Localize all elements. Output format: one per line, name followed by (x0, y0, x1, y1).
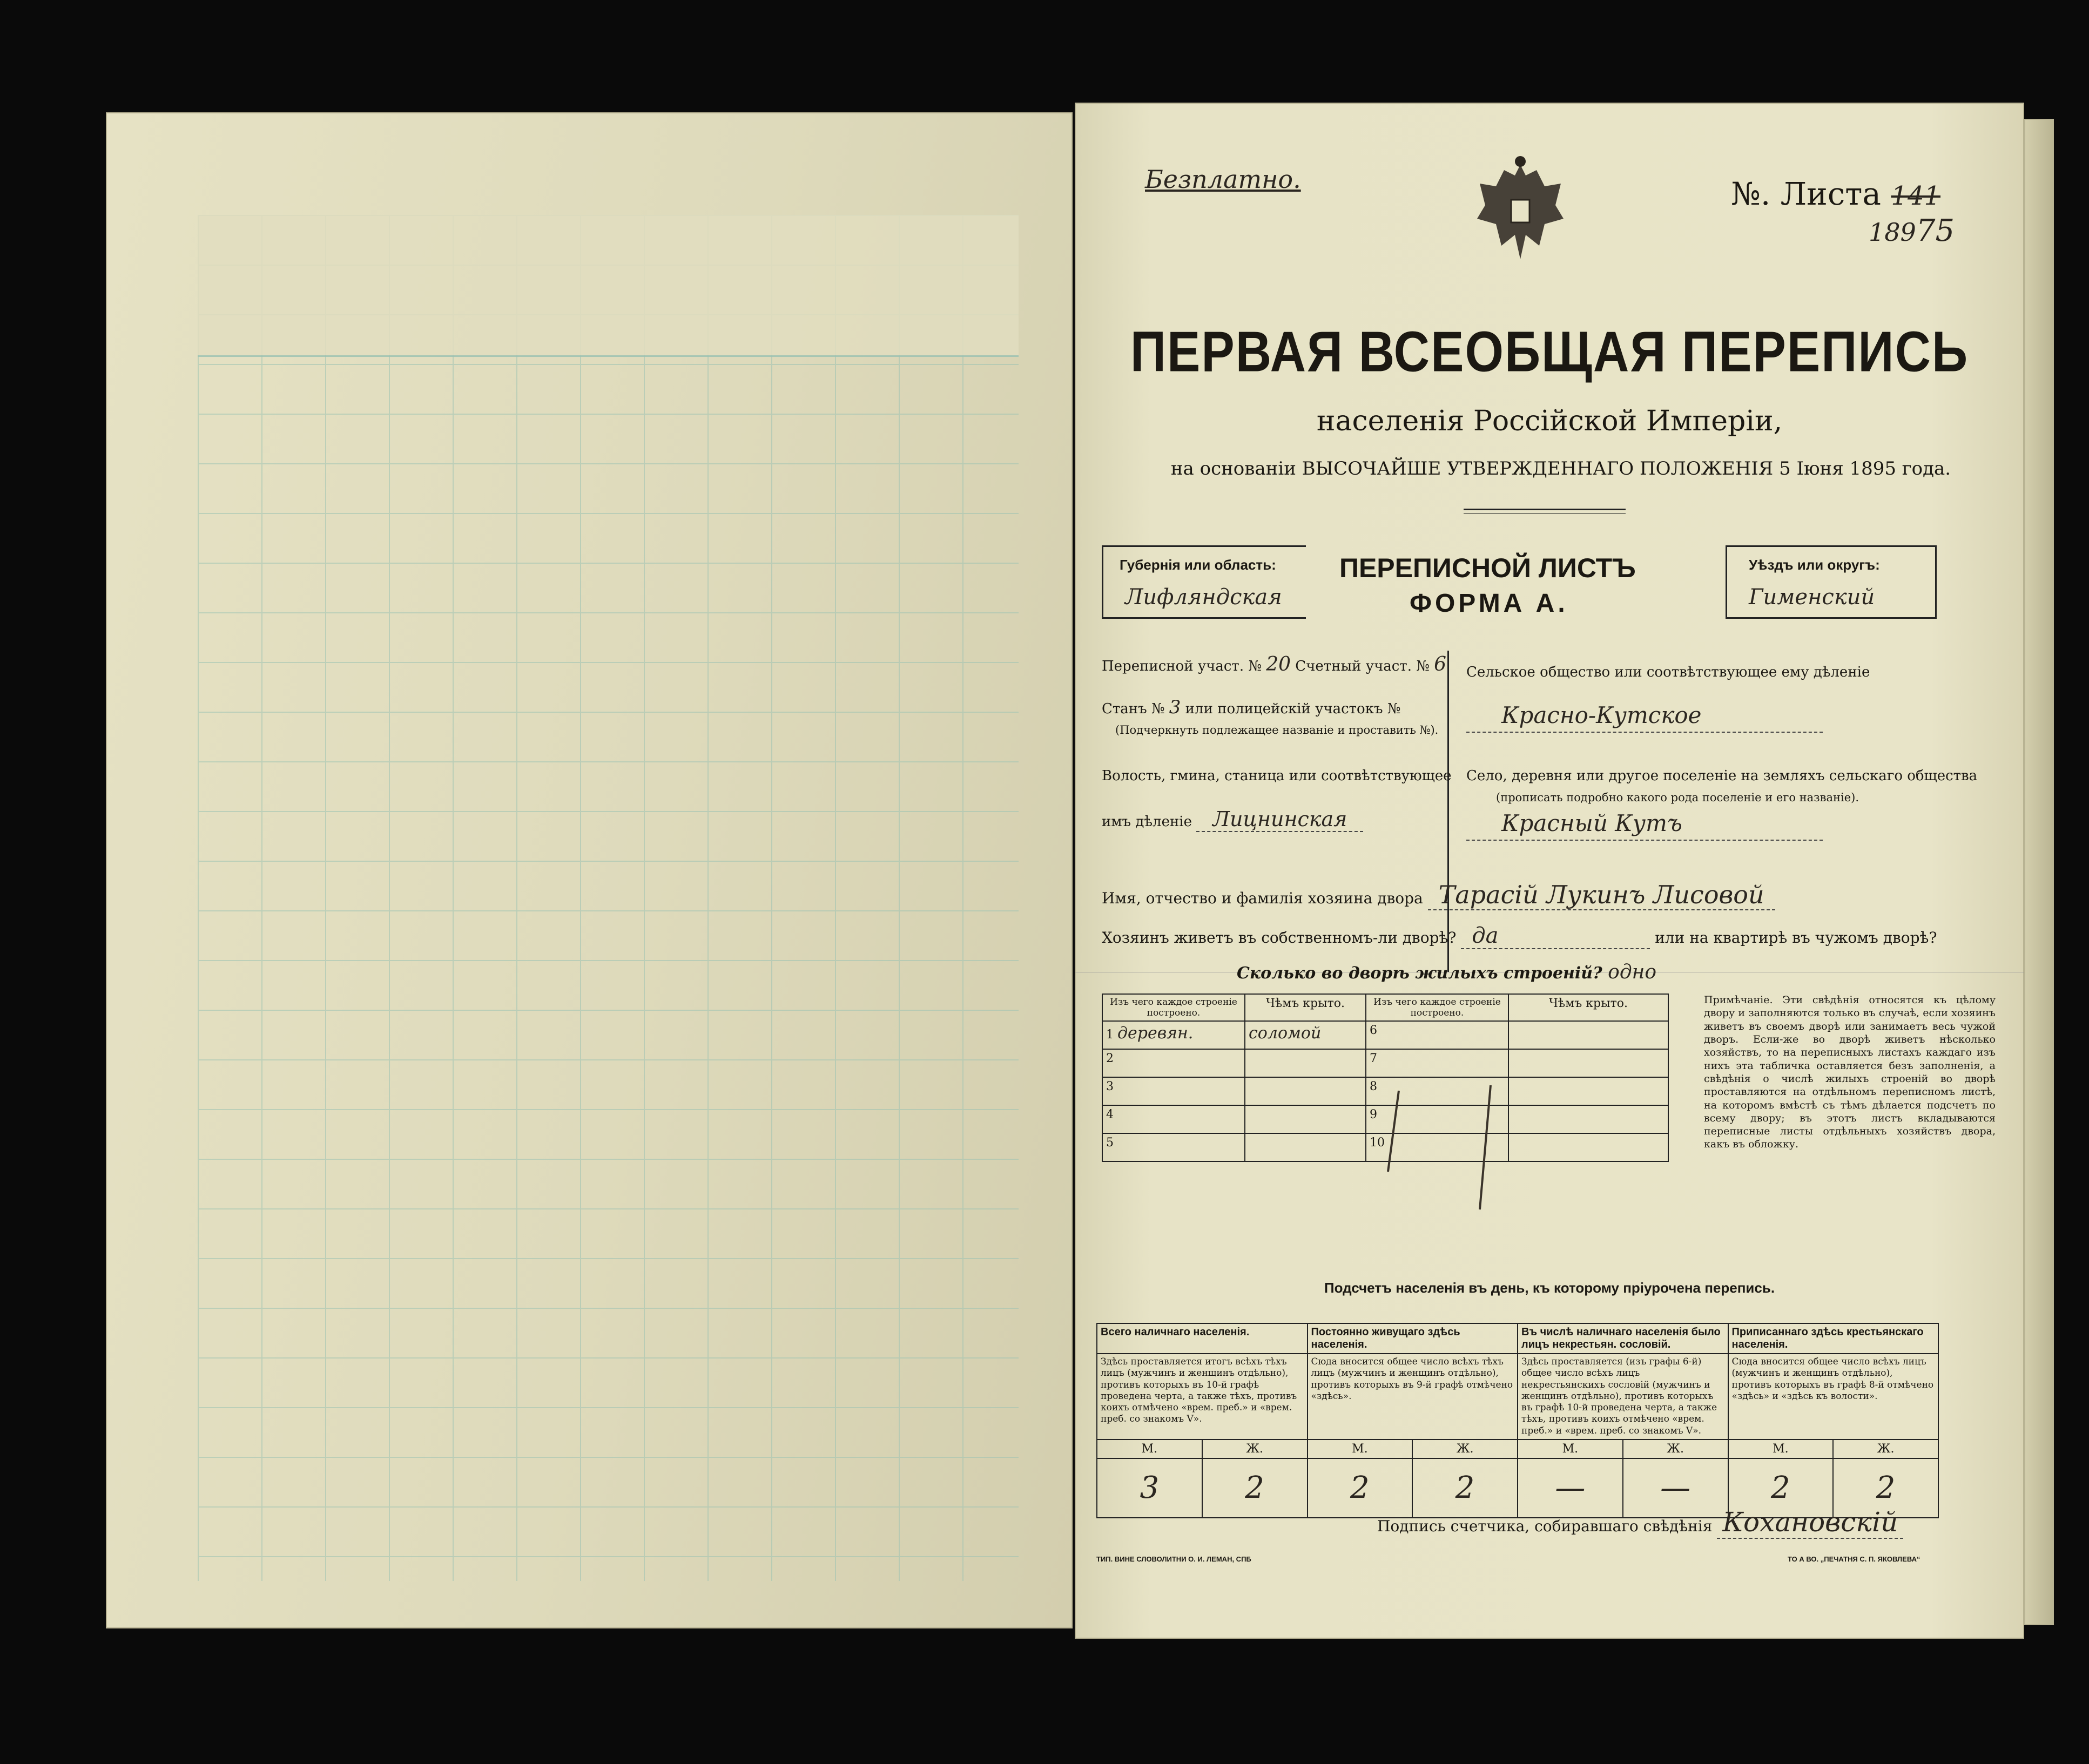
faint-grid-header (198, 215, 1019, 357)
form-a-title: ФОРМА А. (1410, 589, 1568, 618)
village-label: Село, деревня или другое поселеніе на земляхъ сельскаго общества (1466, 768, 1978, 784)
own-yard-field (1102, 923, 1937, 949)
material-value: деревян. (1117, 1024, 1194, 1043)
sheet-number-label (1731, 175, 1940, 212)
tally-value-m-2: 2 (1308, 1458, 1413, 1518)
dash-strokes (1377, 1080, 1507, 1215)
tally-head-row (1097, 1323, 1938, 1354)
gubernia-value: Лифляндская (1125, 585, 1282, 610)
sheet-number-handwritten-1: 189 (1869, 218, 1916, 247)
sheet-number-prefix: №. Листа (1731, 175, 1881, 212)
society-underline (1466, 732, 1823, 733)
count-unit-value: 6 (1434, 653, 1447, 675)
owner-name-label: Имя, отчество и фамилія хозяина двора (1102, 889, 1423, 907)
gubernia-box (1102, 545, 1306, 619)
tally-title: Подсчетъ населенія въ день, къ которому пріурочена перепись. (1324, 1280, 1775, 1296)
owner-name-field (1102, 880, 1775, 909)
tally-col-desc-1: Здѣсь проставляется итогъ всѣхъ тѣхъ лицъ (мужчинъ и женщинъ отдѣльно), противъ которыхъ въ 10-й графѣ проведена черта, а также тѣхъ, противъ коихъ отмѣчено «врем. преб.» и «врем. преб. со знакомъ V». (1097, 1354, 1308, 1439)
sheet-number-handwritten (1869, 213, 1955, 248)
census-unit-value: 20 (1266, 653, 1291, 675)
uezd-label: Уѣздъ или округъ: (1749, 557, 1880, 573)
col-roof-left: Чѣмъ крыто. (1245, 994, 1366, 1021)
stan-label-police: или полицейскій участокъ № (1185, 701, 1401, 717)
census-sheet-title: ПЕРЕПИСНОЙ ЛИСТЪ (1339, 553, 1636, 583)
tally-col-desc-4: Сюда вносится общее число всѣхъ лицъ (мужчинъ и женщинъ отдѣльно), противъ которыхъ въ графѣ 8-й отмѣчено «здѣсь» и «здѣсь къ волости». (1728, 1354, 1939, 1439)
free-label: Безплатно. (1145, 165, 1301, 194)
stan-label: Станъ № (1102, 701, 1165, 717)
volost-label: Волость, гмина, станица или соотвѣтствующее (1102, 768, 1452, 784)
table-row (1102, 1049, 1668, 1077)
col-material-left: Изъ чего каждое строеніе построено. (1102, 994, 1245, 1021)
census-unit-field (1102, 653, 1446, 675)
row-no: 9 (1370, 1108, 1377, 1121)
society-value: Красно-Кутское (1501, 702, 1702, 728)
census-subtitle: населенія Россійской Имперіи, (1316, 405, 1783, 437)
tally-value-f-1: 2 (1202, 1458, 1308, 1518)
faint-ruled-grid (198, 215, 1019, 1581)
signature-value: Кохановскій (1717, 1506, 1903, 1539)
volost-label-2: имъ дѣленіе (1102, 814, 1192, 830)
buildings-count-label: Сколько во дворѣ жилыхъ строеній? (1237, 964, 1602, 983)
census-basis-line: на основаніи ВЫСОЧАЙШЕ УТВЕРЖДЕННАГО ПОЛОЖЕНІЯ 5 Іюня 1895 года. (1170, 458, 1951, 479)
village-value: Красный Кутъ (1501, 810, 1682, 836)
col-roof-right: Чѣмъ крыто. (1508, 994, 1668, 1021)
sheet-number-handwritten-2: 75 (1916, 213, 1955, 248)
volost-field (1102, 807, 1363, 831)
m-label: М. (1518, 1439, 1623, 1458)
uezd-box (1726, 545, 1937, 619)
volost-value: Лицнинская (1196, 807, 1363, 832)
printer-imprint-right: ТО А ВО. „ПЕЧАТНЯ С. П. ЯКОВЛЕВА“ (1788, 1555, 1920, 1563)
tally-value-f-4: 2 (1833, 1458, 1938, 1518)
row-no: 10 (1370, 1136, 1385, 1150)
buildings-count-field (1237, 961, 1656, 983)
f-label: Ж. (1833, 1439, 1938, 1458)
stan-field (1102, 697, 1400, 718)
own-yard-label: Хозяинъ живетъ въ собственномъ-ли дворѣ? (1102, 929, 1457, 947)
stan-value: 3 (1169, 697, 1181, 718)
row-no: 6 (1370, 1024, 1377, 1037)
ornamental-divider (1464, 509, 1626, 514)
buildings-table-head (1102, 994, 1668, 1021)
tally-sex-row (1097, 1439, 1938, 1458)
row-no: 8 (1370, 1080, 1377, 1093)
stan-note: (Подчеркнуть подлежащее названіе и проставить №). (1115, 724, 1439, 736)
m-label: М. (1728, 1439, 1834, 1458)
gubernia-label: Губернія или область: (1120, 557, 1276, 573)
count-unit-label: Счетный участ. № (1295, 658, 1430, 674)
village-underline (1466, 840, 1823, 841)
buildings-count-value: одно (1608, 961, 1657, 983)
left-page-blank (106, 112, 1073, 1628)
owner-name-value: Тарасій Лукинъ Лисовой (1428, 880, 1775, 910)
census-form-page (1075, 103, 2024, 1639)
tally-table (1096, 1323, 1939, 1518)
village-note: (прописать подробно какого рода поселеніе и его названіе). (1496, 791, 1859, 804)
buildings-note: Примѣчаніе. Эти свѣдѣнія относятся къ цѣлому двору и заполняются только въ случаѣ, если хозяинъ живетъ въ своемъ дворѣ или занимаетъ весь чужой дворъ. Если-же во дворѣ живетъ нѣсколько хозяйствъ, то на переписныхъ листахъ каждаго изъ нихъ эта табличка оставляется безъ заполненія, а свѣдѣнія о числѣ жилыхъ строеній во дворѣ проставляются на отдѣльномъ переписномъ листѣ, на которомъ вмѣстѣ съ тѣмъ дѣлается подсчетъ по всему двору; въ этотъ листъ вкладываются переписные листы отдѣльныхъ хозяйствъ двора, какъ въ обложку. (1704, 994, 1996, 1151)
row-no: 3 (1106, 1080, 1114, 1093)
m-label: М. (1097, 1439, 1202, 1458)
rent-label: или на квартирѣ въ чужомъ дворѣ? (1655, 929, 1937, 947)
stacked-sheets-edge (2024, 119, 2054, 1625)
roof-value: соломой (1245, 1021, 1366, 1049)
uezd-value: Гименский (1749, 585, 1875, 610)
f-label: Ж. (1412, 1439, 1518, 1458)
tally-col-desc-2: Сюда вносится общее число всѣхъ тѣхъ лицъ (мужчинъ и женщинъ отдѣльно), противъ которыхъ въ 9-й графѣ отмѣчено «здѣсь». (1308, 1354, 1518, 1439)
tally-value-m-3: — (1518, 1458, 1623, 1518)
f-label: Ж. (1202, 1439, 1308, 1458)
tally-value-f-3: — (1623, 1458, 1728, 1518)
society-label: Сельское общество или соотвѣтствующее ему дѣленіе (1466, 664, 1870, 680)
col-material-right: Изъ чего каждое строеніе построено. (1366, 994, 1508, 1021)
tally-col-head-2: Постоянно живущаго здѣсь населенія. (1308, 1323, 1518, 1354)
sheet-number-struck: 141 (1891, 181, 1941, 211)
table-row (1102, 1021, 1668, 1049)
imperial-eagle-emblem (1474, 154, 1566, 262)
f-label: Ж. (1623, 1439, 1728, 1458)
row-no: 4 (1106, 1108, 1114, 1121)
row-no: 2 (1106, 1052, 1114, 1065)
row-no: 5 (1106, 1136, 1114, 1150)
tally-desc-row (1097, 1354, 1938, 1439)
census-unit-label: Переписной участ. № (1102, 658, 1262, 674)
row-no: 1 (1106, 1028, 1114, 1042)
tally-value-m-1: 3 (1097, 1458, 1202, 1518)
tally-col-head-3: Въ числѣ наличнаго населенія было лицъ некрестьян. сословій. (1518, 1323, 1728, 1354)
tally-col-head-4: Приписаннаго здѣсь крестьянскаго населенія. (1728, 1323, 1939, 1354)
signature-field (1377, 1506, 1903, 1538)
tally-col-desc-3: Здѣсь проставляется (изъ графы 6-й) общее число всѣхъ лицъ некрестьянскихъ сословій (мужчинъ и женщинъ отдѣльно), противъ которыхъ въ графѣ 10-й проведена черта, а также тѣхъ, противъ коихъ отмѣчено «врем. преб.» и «врем. преб. со знакомъ V». (1518, 1354, 1728, 1439)
signature-label: Подпись счетчика, собиравшаго свѣдѣнія (1377, 1517, 1713, 1535)
census-main-title: ПЕРВАЯ ВСЕОБЩАЯ ПЕРЕПИСЬ (1130, 320, 1969, 384)
own-yard-value: да (1461, 923, 1650, 949)
tally-col-head-1: Всего наличнаго населенія. (1097, 1323, 1308, 1354)
printer-imprint-left: ТИП. ВИНЕ СЛОВОЛИТНИ О. И. ЛЕМАН, СПБ (1096, 1555, 1251, 1563)
m-label: М. (1308, 1439, 1413, 1458)
tally-value-m-4: 2 (1728, 1458, 1834, 1518)
tally-value-f-2: 2 (1412, 1458, 1518, 1518)
row-no: 7 (1370, 1052, 1377, 1065)
